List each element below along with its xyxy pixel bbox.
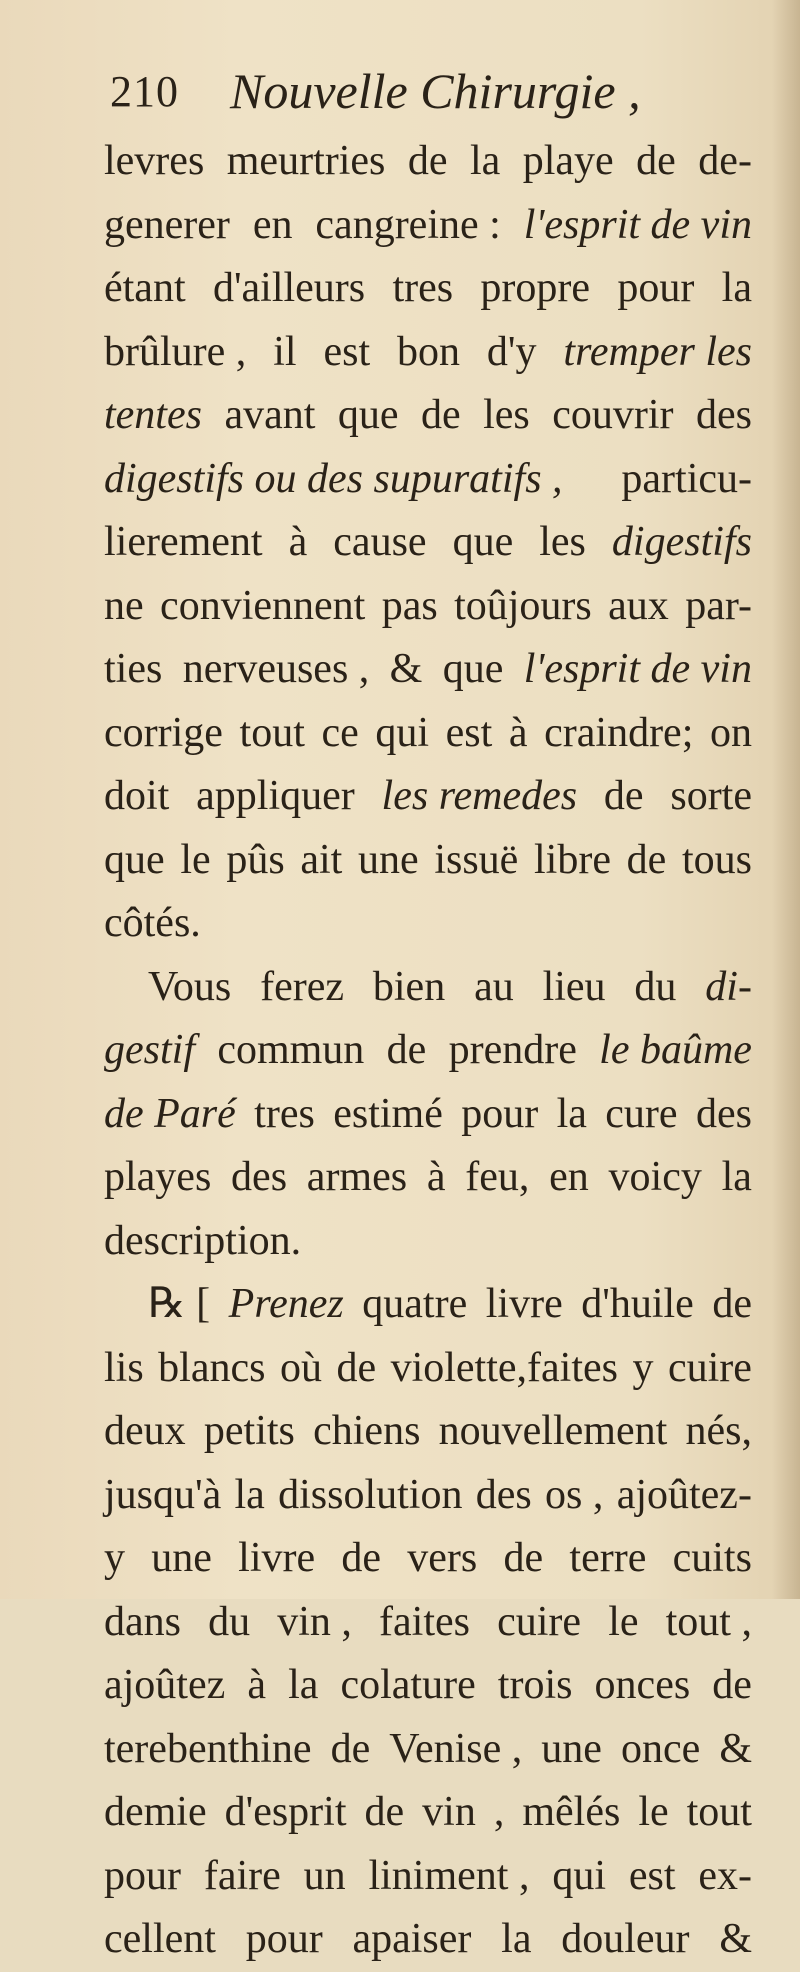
- word: propre: [480, 265, 591, 311]
- word: sorte: [670, 773, 752, 819]
- word: de-: [698, 138, 752, 184]
- word: particu-: [621, 455, 752, 502]
- word: brûlure ,: [104, 328, 247, 375]
- word: cuire: [497, 1598, 582, 1645]
- word: le: [180, 836, 211, 883]
- word: ,: [493, 1789, 505, 1835]
- word: à: [288, 519, 308, 565]
- word: Vous: [148, 963, 232, 1010]
- text-line: [104, 321, 752, 385]
- word: &: [719, 1725, 752, 1772]
- word: demie: [104, 1789, 207, 1835]
- word: tout: [686, 1789, 752, 1835]
- word: ℞ [: [148, 1281, 211, 1327]
- word: vers: [407, 1535, 478, 1581]
- text-line: [104, 511, 752, 575]
- word: pas: [381, 582, 438, 629]
- word: étant: [104, 265, 186, 311]
- word: description.: [104, 1217, 302, 1264]
- text-line: [104, 829, 752, 893]
- word: generer: [104, 201, 230, 248]
- word: en: [549, 1154, 589, 1200]
- word: livre: [238, 1535, 316, 1581]
- word: &: [719, 1916, 752, 1962]
- word: les: [483, 392, 530, 438]
- word: trois: [497, 1662, 573, 1708]
- word: tous: [681, 836, 752, 883]
- word: de: [341, 1535, 382, 1581]
- word: once: [620, 1725, 701, 1772]
- text-line: [104, 257, 752, 321]
- word: des: [231, 1154, 288, 1200]
- word: ferez: [260, 963, 345, 1010]
- word: cuire: [667, 1344, 752, 1391]
- word: tout ,: [665, 1598, 752, 1645]
- word: terre: [569, 1535, 647, 1581]
- word: de: [503, 1535, 544, 1581]
- word: chiens: [313, 1408, 421, 1454]
- word: du: [634, 963, 677, 1010]
- word: de: [386, 1027, 427, 1073]
- word: commun: [217, 1027, 365, 1073]
- word: les remedes: [381, 773, 578, 819]
- word: que: [337, 392, 399, 438]
- word: avant: [224, 392, 316, 438]
- word: que: [104, 836, 165, 883]
- word: l'esprit de vin: [523, 201, 752, 248]
- word: le: [638, 1789, 669, 1835]
- word: bon: [397, 328, 461, 375]
- word: &: [389, 646, 423, 692]
- word: pour: [617, 265, 695, 311]
- word: dissolution: [278, 1471, 463, 1518]
- word: qui: [375, 709, 430, 756]
- word: pour: [245, 1916, 323, 1962]
- word: corrige: [104, 709, 223, 756]
- word: le: [608, 1598, 639, 1645]
- word: conviennent: [160, 582, 366, 629]
- word: tres: [392, 265, 454, 311]
- word: d'y: [486, 328, 537, 375]
- word: la: [721, 265, 752, 311]
- word: lieu: [542, 963, 606, 1010]
- word: un: [303, 1852, 346, 1899]
- word: la: [234, 1471, 265, 1518]
- word: des: [695, 1090, 752, 1137]
- word: voicy: [608, 1154, 702, 1200]
- word: levres: [104, 138, 205, 184]
- word: os ,: [545, 1471, 604, 1518]
- word: de Paré: [104, 1090, 236, 1137]
- word: pour: [104, 1852, 181, 1899]
- page-number: 210: [110, 67, 179, 116]
- word: jusqu'à: [104, 1471, 222, 1518]
- word: doit: [104, 773, 170, 819]
- word: liniment ,: [368, 1852, 530, 1899]
- word: la: [501, 1916, 532, 1962]
- word: une: [541, 1725, 602, 1772]
- word: où: [279, 1344, 322, 1391]
- word: la: [288, 1662, 319, 1708]
- word: petits: [203, 1408, 295, 1454]
- text-line: [104, 448, 752, 512]
- word: gestif: [104, 1027, 195, 1073]
- word: à: [426, 1154, 446, 1200]
- word: tremper les: [563, 328, 752, 375]
- word: di-: [705, 963, 752, 1010]
- word: ajoûtez: [104, 1662, 226, 1708]
- word: y: [104, 1535, 125, 1581]
- word: qui: [552, 1852, 606, 1899]
- word: tout: [239, 709, 305, 756]
- word: nouvellement: [438, 1408, 668, 1454]
- word: du: [208, 1598, 251, 1645]
- word: digestifs: [611, 519, 752, 565]
- running-title: Nouvelle Chirurgie ,: [230, 63, 641, 119]
- word: y: [632, 1344, 654, 1391]
- word: que: [452, 519, 514, 565]
- text-line: [104, 765, 752, 829]
- word: il: [273, 328, 297, 375]
- word: est: [323, 328, 371, 375]
- word: que: [442, 646, 504, 692]
- word: issuë: [434, 836, 519, 883]
- word: cangreine :: [315, 201, 501, 248]
- word: les: [539, 519, 586, 565]
- word: meurtries: [226, 138, 386, 184]
- word: de: [626, 836, 667, 883]
- text-line: [104, 194, 752, 258]
- word: de: [330, 1725, 371, 1772]
- word: cuits: [672, 1535, 752, 1581]
- word: vin: [422, 1789, 476, 1835]
- word: d'huile: [581, 1281, 694, 1327]
- text-line: [104, 384, 752, 448]
- word: colature: [340, 1662, 476, 1708]
- word: la: [721, 1154, 752, 1200]
- text-line: [104, 1273, 752, 1337]
- word: est: [628, 1852, 676, 1899]
- word: cause: [333, 519, 427, 565]
- word: mêlés: [522, 1789, 621, 1835]
- word: apaiser: [352, 1916, 472, 1962]
- word: lis: [104, 1344, 144, 1391]
- text-line: [104, 1781, 752, 1845]
- text-line: [104, 1527, 752, 1591]
- text-line: [104, 1083, 752, 1147]
- word: terebenthine: [104, 1725, 312, 1772]
- word: pour: [461, 1090, 539, 1137]
- word: toûjours: [454, 582, 592, 629]
- word: violette,faites: [390, 1344, 618, 1391]
- word: d'esprit: [224, 1789, 347, 1835]
- word: est: [445, 709, 493, 756]
- word: ne: [104, 582, 144, 629]
- word: craindre;: [544, 709, 694, 756]
- word: cellent: [104, 1916, 216, 1962]
- word: playe: [522, 138, 614, 184]
- word: Prenez: [228, 1281, 344, 1327]
- word: au: [474, 963, 514, 1010]
- word: des: [475, 1471, 532, 1518]
- word: blancs: [158, 1344, 266, 1391]
- word: par-: [685, 582, 752, 629]
- word: en: [252, 201, 293, 248]
- word: douleur: [561, 1916, 690, 1962]
- word: faites: [379, 1598, 470, 1645]
- word: de: [603, 773, 644, 819]
- body-text: [104, 130, 752, 1972]
- text-line: [104, 1591, 752, 1655]
- word: couvrir: [552, 392, 674, 438]
- word: tentes: [104, 392, 202, 438]
- text-line: [104, 638, 752, 702]
- word: estimé: [333, 1090, 443, 1137]
- word: de: [712, 1281, 752, 1327]
- word: ce: [321, 709, 359, 756]
- text-line: [104, 1654, 752, 1718]
- word: ait: [300, 836, 343, 883]
- word: deux: [104, 1408, 186, 1454]
- word: nerveuses ,: [182, 646, 370, 692]
- text-line: [104, 892, 752, 956]
- word: nés,: [685, 1408, 752, 1454]
- word: pûs: [226, 836, 285, 883]
- text-line: [104, 1146, 752, 1210]
- word: digestifs ou des supuratifs ,: [104, 455, 563, 502]
- word: faire: [203, 1852, 281, 1899]
- text-line: [104, 1908, 752, 1972]
- word: l'esprit de vin: [523, 646, 752, 692]
- word: Venise ,: [389, 1725, 523, 1772]
- word: aux: [608, 582, 669, 629]
- word: bien: [372, 963, 446, 1010]
- word: playes: [104, 1154, 212, 1200]
- word: de: [364, 1789, 405, 1835]
- text-line: [104, 956, 752, 1020]
- word: ex-: [698, 1852, 752, 1899]
- word: quatre: [362, 1281, 468, 1327]
- text-line: [104, 130, 752, 194]
- word: de: [420, 392, 461, 438]
- text-line: [104, 1210, 752, 1274]
- word: on: [709, 709, 752, 756]
- word: cure: [605, 1090, 678, 1137]
- text-line: [104, 1845, 752, 1909]
- word: lierement: [104, 519, 263, 565]
- word: une: [151, 1535, 212, 1581]
- text-line: [104, 1464, 752, 1528]
- word: la: [469, 138, 501, 184]
- page-edge-shadow: [772, 0, 800, 1599]
- word: côtés.: [104, 900, 201, 946]
- text-line: [104, 1718, 752, 1782]
- text-line: [104, 575, 752, 639]
- word: de: [712, 1662, 752, 1708]
- word: la: [556, 1090, 587, 1137]
- word: libre: [534, 836, 611, 883]
- word: de: [336, 1344, 377, 1391]
- word: de: [636, 138, 676, 184]
- word: appliquer: [196, 773, 355, 819]
- word: livre: [485, 1281, 563, 1327]
- word: ajoûtez-: [616, 1471, 752, 1518]
- word: tres: [254, 1090, 315, 1137]
- word: onces: [594, 1662, 691, 1708]
- text-line: [104, 702, 752, 766]
- word: armes: [306, 1154, 408, 1200]
- page-header: [110, 62, 670, 132]
- word: vin ,: [277, 1598, 352, 1645]
- text-line: [104, 1337, 752, 1401]
- word: d'ailleurs: [212, 265, 366, 311]
- word: feu,: [465, 1154, 530, 1200]
- word: de: [407, 138, 448, 184]
- word: à: [247, 1662, 266, 1708]
- text-line: [104, 1019, 752, 1083]
- word: une: [358, 836, 419, 883]
- word: ties: [104, 646, 163, 692]
- word: le baûme: [599, 1027, 752, 1073]
- word: dans: [104, 1598, 181, 1645]
- word: à: [508, 709, 528, 756]
- word: des: [696, 392, 752, 438]
- word: prendre: [448, 1027, 577, 1073]
- text-line: [104, 1400, 752, 1464]
